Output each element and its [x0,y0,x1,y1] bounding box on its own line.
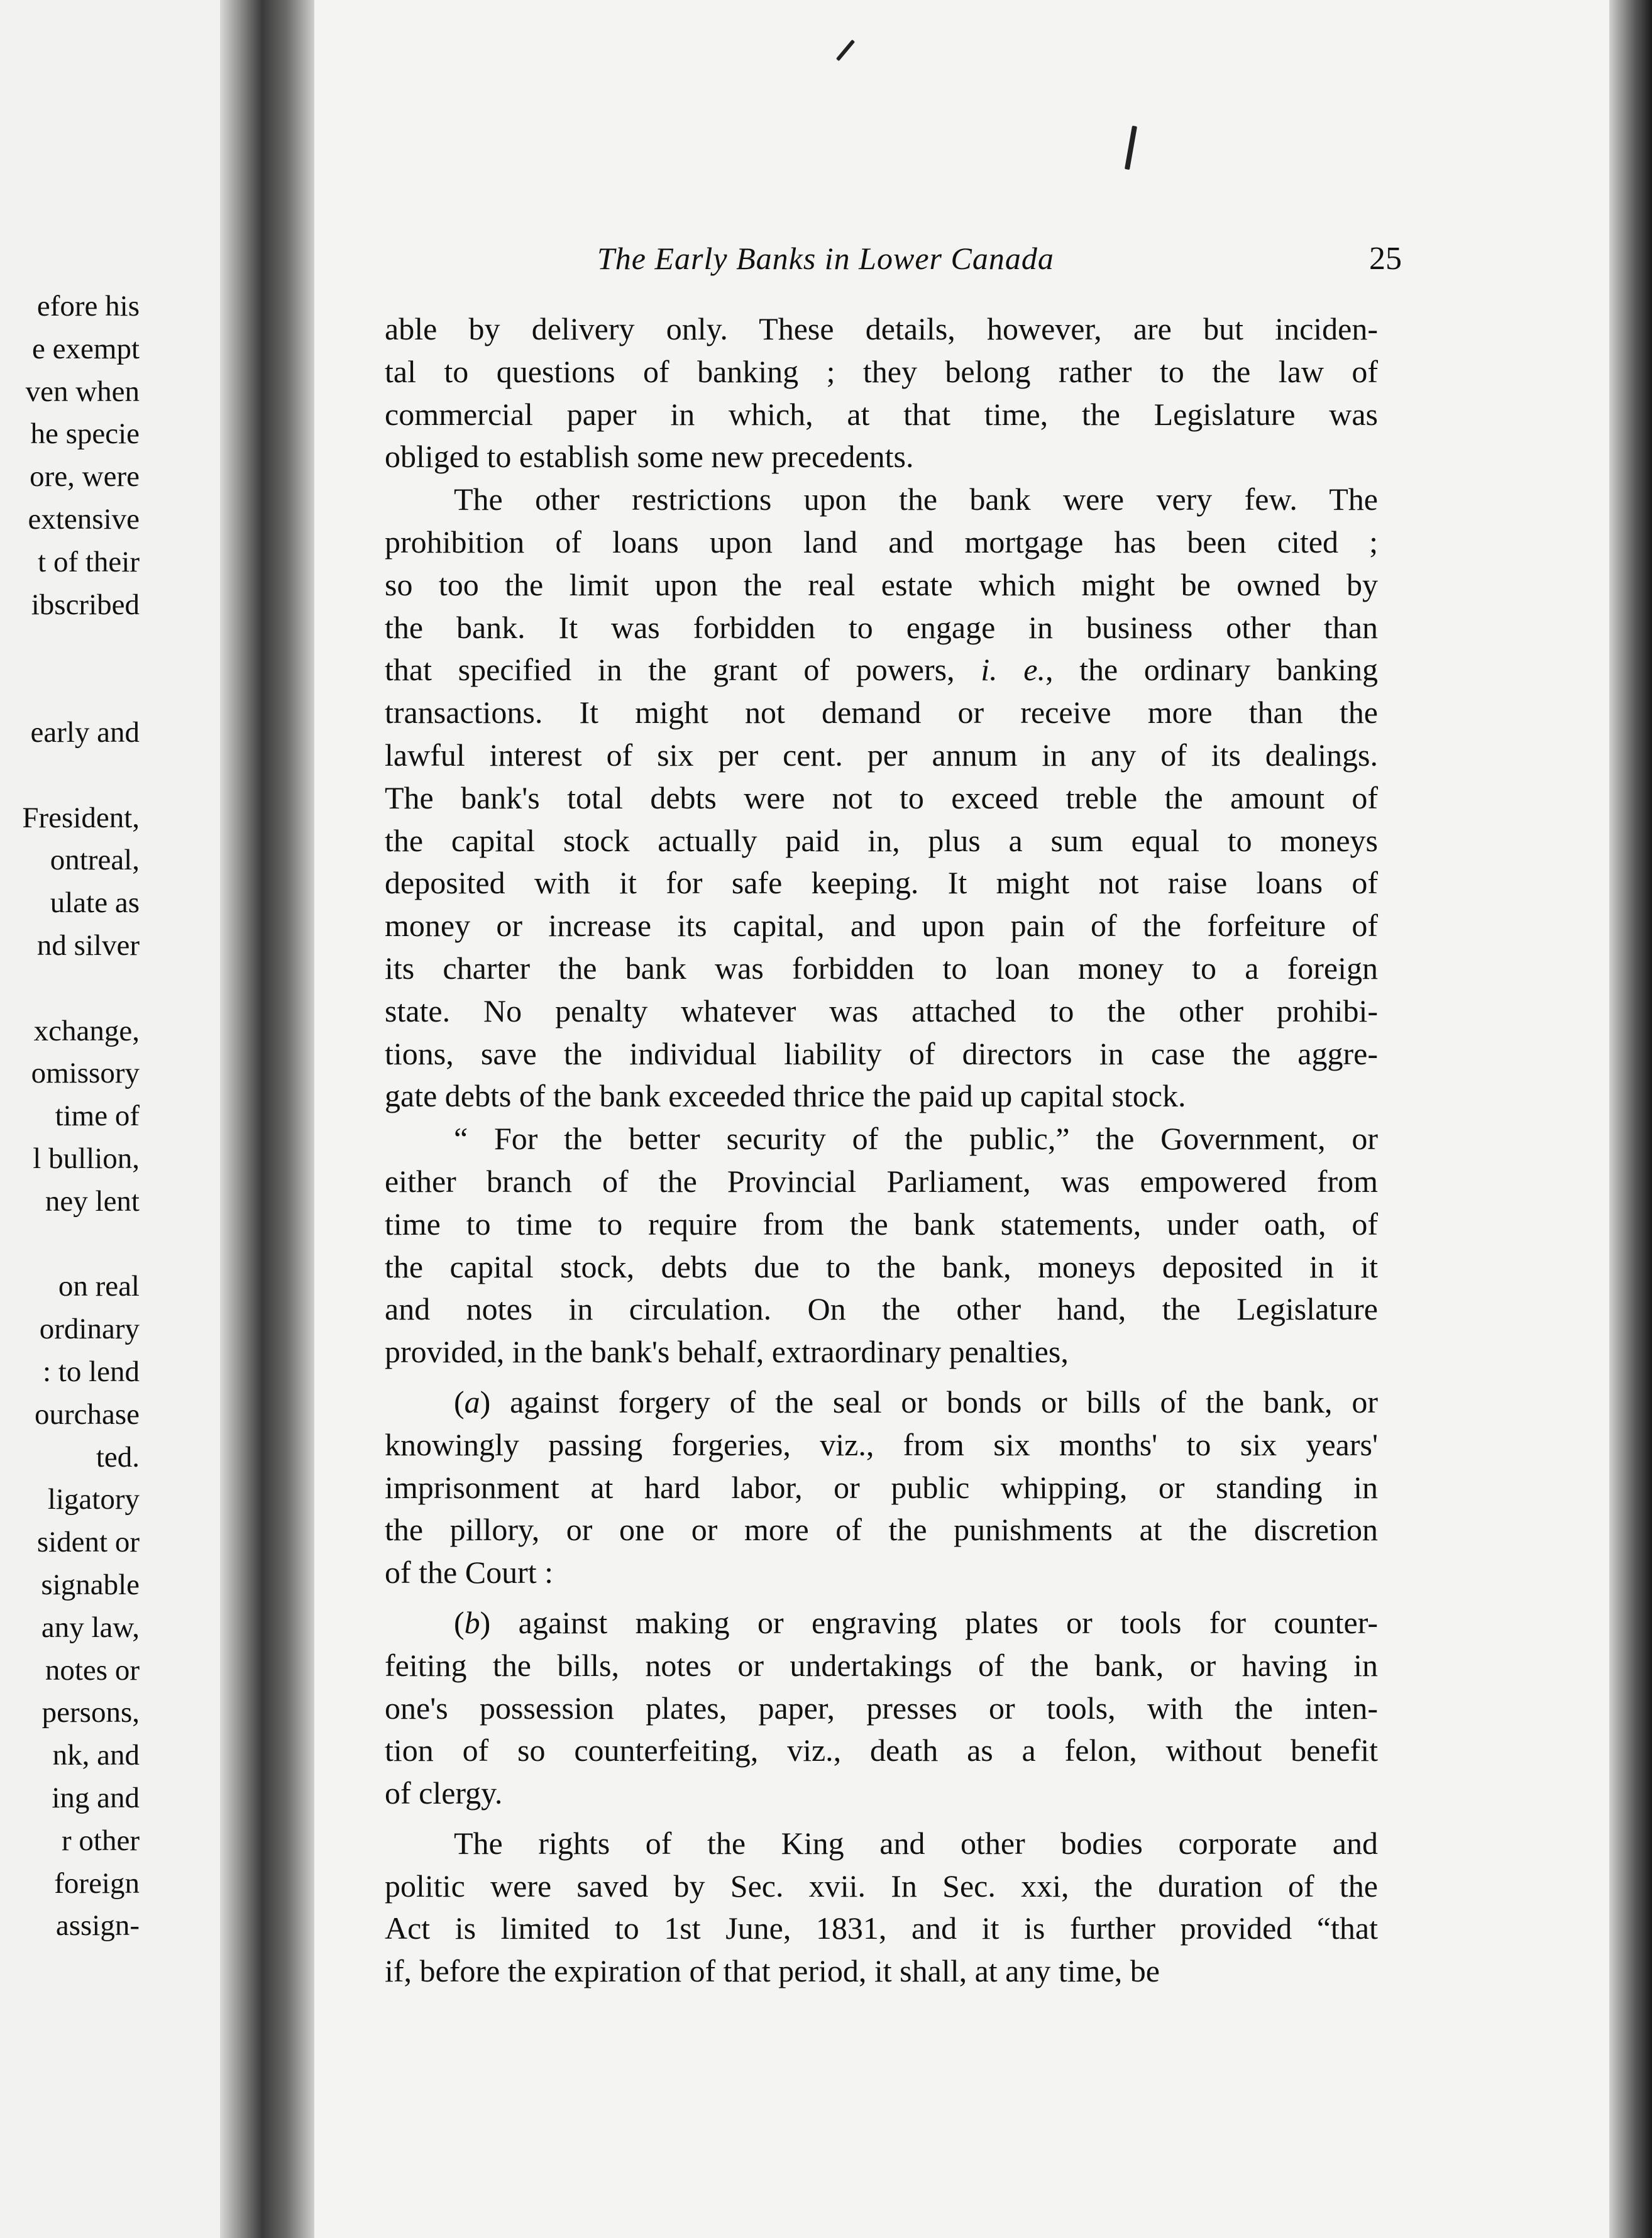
left-page-fragment: Fresident, [22,801,140,834]
text-line: tal to questions of banking ; they belong rather to the law of [385,353,1378,389]
text-line: The other restrictions upon the bank were very few. The [454,482,1378,517]
left-page-fragment: early and [30,716,140,749]
text-line: the capital stock, debts due to the bank, moneys deposited in it [385,1249,1378,1284]
paragraph [385,308,1378,478]
paragraph-gap [385,1594,1378,1602]
left-page-fragment: ligatory [47,1483,140,1516]
text-line: its charter the bank was forbidden to loan money to a foreign [385,950,1378,986]
text-line: feiting the bills, notes or undertakings of the bank, or having in [385,1647,1378,1683]
text-line: gate debts of the bank exceeded thrice the paid up capital stock. [385,1078,1186,1114]
left-facing-page [0,0,220,2238]
text-line: the bank. It was forbidden to engage in business other than [385,609,1378,645]
text-line: The rights of the King and other bodies corporate and [454,1825,1378,1861]
left-page-fragment: e exempt [32,332,140,365]
text-line: if, before the expiration of that period, it shall, at any time, be [385,1953,1160,1989]
text-line: that specified in the grant of powers, i. e., the ordinary banking [385,652,1378,688]
text-line: politic were saved by Sec. xvii. In Sec. xxi, the duration of the [385,1868,1378,1904]
text-line: of clergy. [385,1775,503,1811]
text-line: money or increase its capital, and upon pain of the forfeiture of [385,908,1378,944]
text-line: deposited with it for safe keeping. It might not raise loans of [385,865,1378,901]
paragraph [385,1381,1378,1594]
left-page-fragment: ore, were [30,460,140,493]
text-line: the pillory, or one or more of the punishments at the discretion [385,1512,1378,1548]
right-page-edge-shadow [1609,0,1652,2238]
text-line: knowingly passing forgeries, viz., from six months' to six years' [385,1426,1378,1462]
left-page-fragment: ourchase [34,1397,140,1431]
left-page-fragment: t of their [38,545,140,578]
left-page-fragment: ontreal, [50,844,140,877]
text-line: the capital stock actually paid in, plus a sum equal to moneys [385,822,1378,858]
left-page-fragment: ing and [52,1782,140,1814]
text-line: provided, in the bank's behalf, extraordinary penalties, [385,1334,1069,1370]
text-line: obliged to establish some new precedents. [385,439,914,475]
text-line: able by delivery only. These details, however, are but inciden- [385,311,1378,346]
text-line: and notes in circulation. On the other hand, the Legislature [385,1291,1378,1327]
left-page-fragment: xchange, [33,1014,140,1047]
left-page-fragment: ibscribed [31,588,140,621]
left-page-fragment: ordinary [39,1313,140,1346]
text-line: either branch of the Provincial Parliament, was empowered from [385,1163,1378,1199]
left-page-fragment: signable [41,1568,140,1601]
left-page-fragment: ney lent [45,1184,140,1218]
left-page-fragment: foreign [54,1866,140,1900]
text-line: “ For the better security of the public,” the Government, or [454,1121,1378,1157]
left-page-fragment: on real [58,1270,140,1303]
left-page-fragment: time of [55,1100,140,1133]
text-line: Act is limited to 1st June, 1831, and it is further provided “that [385,1910,1378,1946]
text-line: of the Court : [385,1555,554,1590]
book-gutter-shadow [220,0,314,2238]
text-line: The bank's total debts were not to exceed treble the amount of [385,780,1378,815]
text-line: time to time to require from the bank statements, under oath, of [385,1206,1378,1242]
text-line: tions, save the individual liability of directors in case the aggre- [385,1035,1378,1071]
left-page-fragment: assign- [55,1909,140,1943]
left-page-fragment: ted. [96,1440,140,1474]
paragraph [385,1822,1378,1993]
paragraph [385,1118,1378,1374]
text-line: prohibition of loans upon land and mortgage has been cited ; [385,524,1378,560]
left-page-fragment: extensive [28,503,140,536]
text-line: imprisonment at hard labor, or public whipping, or standing in [385,1469,1378,1505]
text-line: state. No penalty whatever was attached to the other prohibi- [385,993,1378,1028]
left-page-fragment: ven when [25,375,140,408]
left-page-fragment: efore his [36,290,140,322]
text-line: commercial paper in which, at that time, the Legislature was [385,396,1378,432]
left-page-fragment: sident or [36,1526,140,1559]
page-header [597,240,1414,290]
left-page-fragment: nd silver [36,929,140,962]
text-line: transactions. It might not demand or receive more than the [385,695,1378,730]
page-number: 25 [1369,241,1402,277]
paragraph [385,478,1378,1118]
text-line: lawful interest of six per cent. per annum in any of its dealings. [385,737,1378,773]
left-page-fragment: persons, [41,1696,140,1729]
paragraph-gap [385,1374,1378,1381]
left-page-fragment: : to lend [42,1355,140,1388]
left-page-fragment: nk, and [52,1739,140,1772]
text-line: one's possession plates, paper, presses or tools, with the inten- [385,1690,1378,1726]
left-page-fragment: ulate as [50,886,140,920]
text-line: (a) against forgery of the seal or bonds or bills of the bank, or [454,1384,1378,1419]
left-page-fragment: he specie [30,417,140,451]
text-line: tion of so counterfeiting, viz., death as a felon, without benefit [385,1733,1378,1768]
left-page-fragment: any law, [41,1611,140,1644]
left-page-fragment: notes or [45,1653,140,1687]
text-line: (b) against making or engraving plates or tools for counter- [454,1604,1378,1640]
running-title: The Early Banks in Lower Canada [597,241,1054,276]
left-page-fragment: omissory [31,1057,140,1090]
left-page-fragment: l bullion, [33,1142,140,1175]
body-text [385,308,1378,1993]
text-line: so too the limit upon the real estate which might be owned by [385,566,1378,602]
left-page-fragment: r other [62,1824,140,1857]
paragraph [385,1602,1378,1815]
paragraph-gap [385,1815,1378,1822]
